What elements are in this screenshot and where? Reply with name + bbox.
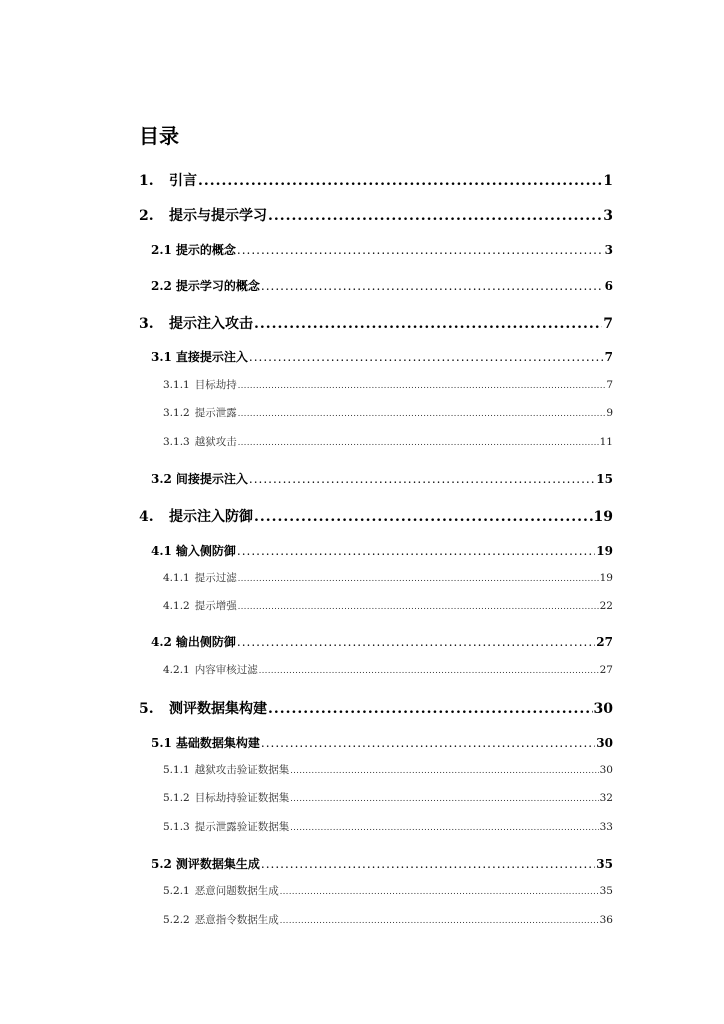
toc-dot-leader xyxy=(249,472,595,486)
toc-dot-leader xyxy=(290,794,598,803)
toc-dot-leader xyxy=(290,766,598,775)
toc-entry[interactable] xyxy=(163,377,613,392)
toc-dot-leader xyxy=(249,350,604,364)
toc-entry-title: 提示学习的概念 xyxy=(175,279,260,293)
toc-dot-leader xyxy=(237,635,595,649)
toc-entry[interactable] xyxy=(151,470,613,487)
toc-entry-number: 5.2 xyxy=(151,857,172,871)
toc-dot-leader xyxy=(268,208,602,224)
toc-entry-page: 11 xyxy=(599,436,613,448)
toc-entry-page: 3 xyxy=(604,243,613,257)
toc-dot-leader xyxy=(259,666,599,675)
toc-dot-leader xyxy=(198,173,602,189)
toc-entry-title: 恶意问题数据生成 xyxy=(194,885,279,897)
toc-entry-title: 目标劫持验证数据集 xyxy=(194,792,290,804)
toc-entry-page: 19 xyxy=(593,509,613,525)
toc-entry-number: 5. xyxy=(139,701,154,717)
toc-entry-number: 4.1.1 xyxy=(163,572,190,584)
toc-entry-page: 15 xyxy=(596,472,613,486)
toc-dot-leader xyxy=(290,823,598,832)
toc-entry-page: 7 xyxy=(606,379,613,391)
toc-dot-leader xyxy=(261,279,604,293)
toc-entry-page: 30 xyxy=(596,736,613,750)
toc-entry-title: 间接提示注入 xyxy=(175,472,248,486)
toc-entry-title: 恶意指令数据生成 xyxy=(194,914,279,926)
toc-entry-number: 3.1.2 xyxy=(163,407,190,419)
toc-entry[interactable] xyxy=(163,570,613,585)
toc-entry-page: 32 xyxy=(599,792,613,804)
toc-entry-title: 提示与提示学习 xyxy=(169,208,267,224)
toc-entry[interactable] xyxy=(151,277,613,294)
toc-entry-title: 提示泄露验证数据集 xyxy=(194,821,290,833)
toc-entry-number: 3.1.1 xyxy=(163,379,190,391)
toc-entry-number: 2.1 xyxy=(151,243,172,257)
toc-entry[interactable] xyxy=(151,633,613,650)
toc-entry-title: 引言 xyxy=(169,173,197,189)
toc-entry-title: 基础数据集构建 xyxy=(175,736,260,750)
toc-entry-number: 5.1.3 xyxy=(163,821,190,833)
toc-entry-number: 1. xyxy=(139,173,154,189)
toc-entry-number: 5.1 xyxy=(151,736,172,750)
toc-entry[interactable] xyxy=(163,912,613,927)
toc-entry-number: 4.2.1 xyxy=(163,664,190,676)
toc-entry-title: 提示增强 xyxy=(194,600,237,612)
toc-entry-page: 27 xyxy=(596,635,613,649)
toc-entry-title: 目标劫持 xyxy=(194,379,237,391)
toc-entry-title: 提示泄露 xyxy=(194,407,237,419)
toc-entry-page: 7 xyxy=(603,316,613,332)
toc-dot-leader xyxy=(238,574,599,583)
toc-dot-leader xyxy=(261,857,595,871)
toc-entry-title: 输入侧防御 xyxy=(175,544,236,558)
toc-entry-page: 19 xyxy=(599,572,613,584)
toc-entry-number: 4. xyxy=(139,509,154,525)
toc-entry[interactable] xyxy=(163,819,613,834)
toc-entry-number: 3.1 xyxy=(151,350,172,364)
toc-entry-number: 4.2 xyxy=(151,635,172,649)
toc-entry[interactable] xyxy=(163,762,613,777)
toc-dot-leader xyxy=(254,316,602,332)
toc-entry[interactable] xyxy=(139,170,613,190)
toc-dot-leader xyxy=(238,438,599,447)
toc-entry-title: 内容审核过滤 xyxy=(194,664,258,676)
toc-entry-page: 27 xyxy=(599,664,613,676)
toc-entry-page: 6 xyxy=(604,279,613,293)
toc-entry[interactable] xyxy=(139,506,613,526)
toc-entry-number: 5.2.2 xyxy=(163,914,190,926)
toc-entry-number: 4.1 xyxy=(151,544,172,558)
toc-title: 目录 xyxy=(139,124,179,148)
toc-entry-page: 1 xyxy=(603,173,613,189)
toc-entry[interactable] xyxy=(139,698,613,718)
toc-entry-page: 19 xyxy=(596,544,613,558)
toc-dot-leader xyxy=(238,602,599,611)
toc-dot-leader xyxy=(237,243,604,257)
toc-entry[interactable] xyxy=(151,734,613,751)
toc-entry[interactable] xyxy=(151,348,613,365)
toc-dot-leader xyxy=(268,701,593,717)
toc-dot-leader xyxy=(280,916,599,925)
toc-entry-number: 3.2 xyxy=(151,472,172,486)
toc-entry-page: 35 xyxy=(599,885,613,897)
toc-entry-page: 3 xyxy=(603,208,613,224)
toc-entry-title: 提示的概念 xyxy=(175,243,236,257)
toc-entry-title: 测评数据集生成 xyxy=(175,857,260,871)
toc-entry-page: 36 xyxy=(599,914,613,926)
toc-dot-leader xyxy=(261,736,595,750)
toc-entry-title: 直接提示注入 xyxy=(175,350,248,364)
toc-entry-title: 测评数据集构建 xyxy=(169,701,267,717)
toc-dot-leader xyxy=(280,887,599,896)
toc-dot-leader xyxy=(238,409,606,418)
toc-entry-number: 3. xyxy=(139,316,154,332)
toc-entry-number: 3.1.3 xyxy=(163,436,190,448)
toc-entry-title: 提示过滤 xyxy=(194,572,237,584)
toc-entry-title: 越狱攻击验证数据集 xyxy=(194,764,290,776)
toc-entry[interactable] xyxy=(163,790,613,805)
toc-entry-title: 提示注入攻击 xyxy=(169,316,253,332)
toc-dot-leader xyxy=(237,544,595,558)
toc-entry[interactable] xyxy=(163,662,613,677)
toc-entry-number: 2.2 xyxy=(151,279,172,293)
toc-entry[interactable] xyxy=(163,434,613,449)
toc-entry-page: 30 xyxy=(599,764,613,776)
toc-entry[interactable] xyxy=(151,542,613,559)
toc-entry-page: 7 xyxy=(604,350,613,364)
toc-entry-title: 输出侧防御 xyxy=(175,635,236,649)
toc-entry-number: 5.1.1 xyxy=(163,764,190,776)
toc-entry-page: 33 xyxy=(599,821,613,833)
toc-entry-page: 30 xyxy=(593,701,613,717)
toc-entry-page: 9 xyxy=(606,407,613,419)
toc-entry-number: 5.2.1 xyxy=(163,885,190,897)
toc-dot-leader xyxy=(238,381,606,390)
toc-dot-leader xyxy=(254,509,593,525)
toc-entry-title: 越狱攻击 xyxy=(194,436,237,448)
toc-entry-title: 提示注入防御 xyxy=(169,509,253,525)
toc-entry[interactable] xyxy=(151,241,613,258)
toc-entry[interactable] xyxy=(163,883,613,898)
toc-entry-page: 22 xyxy=(599,600,613,612)
toc-entry[interactable] xyxy=(139,313,613,333)
toc-entry[interactable] xyxy=(163,598,613,613)
toc-entry-number: 4.1.2 xyxy=(163,600,190,612)
toc-entry[interactable] xyxy=(139,205,613,225)
toc-entry[interactable] xyxy=(163,405,613,420)
toc-entry[interactable] xyxy=(151,855,613,872)
toc-entry-page: 35 xyxy=(596,857,613,871)
toc-entry-number: 5.1.2 xyxy=(163,792,190,804)
toc-entry-number: 2. xyxy=(139,208,154,224)
